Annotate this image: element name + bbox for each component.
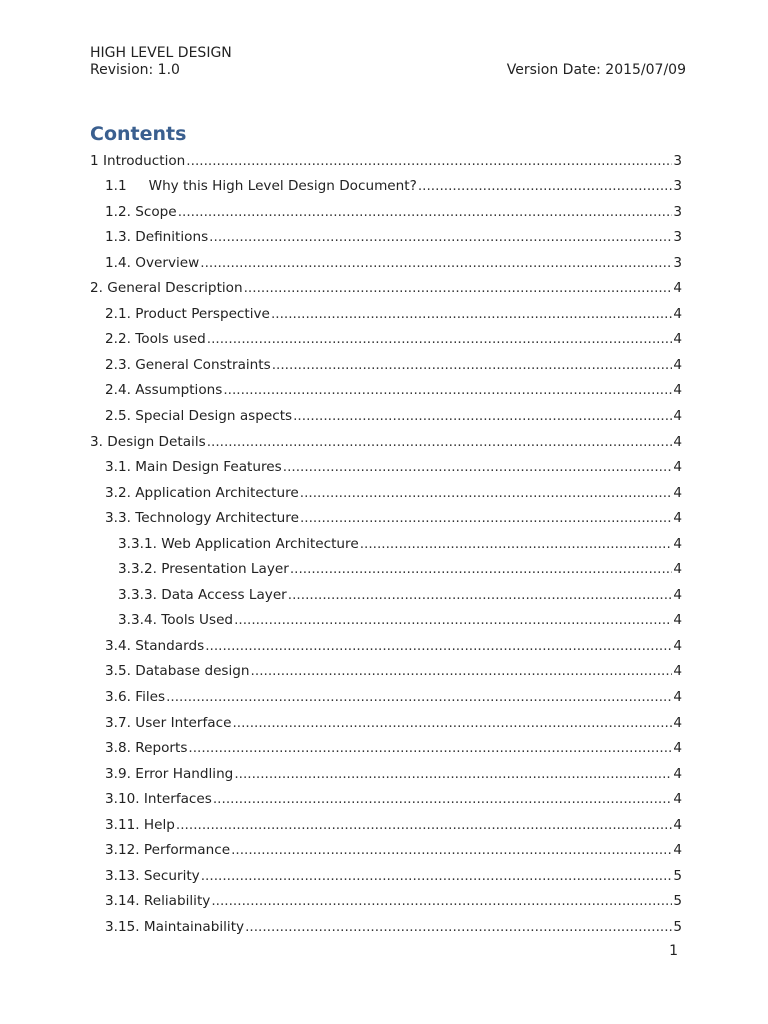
toc-entry[interactable] xyxy=(90,556,682,582)
toc-entry[interactable] xyxy=(90,683,682,709)
toc-entry-label: 3.12. Performance xyxy=(105,842,231,859)
toc-dot-leader xyxy=(186,153,672,170)
toc-entry-page: 4 xyxy=(673,433,682,450)
toc-entry[interactable] xyxy=(90,786,682,812)
toc-entry-label: 3.3.4. Tools Used xyxy=(118,612,234,629)
toc-entry[interactable] xyxy=(90,658,682,684)
toc-entry-label: 1.3. Definitions xyxy=(105,229,209,246)
toc-entry-label: 3.6. Files xyxy=(105,689,166,706)
toc-entry[interactable] xyxy=(90,326,682,352)
toc-entry-label: 3.2. Application Architecture xyxy=(105,484,299,501)
toc-entry[interactable] xyxy=(90,275,682,301)
toc-dot-leader xyxy=(245,919,672,936)
toc-entry-label: 2. General Description xyxy=(90,280,243,297)
toc-dot-leader xyxy=(176,817,672,834)
toc-dot-leader xyxy=(271,306,672,323)
toc-entry-page: 4 xyxy=(673,689,682,706)
toc-entry-title: Why this High Level Design Document? xyxy=(148,178,417,195)
toc-dot-leader xyxy=(290,561,673,578)
toc-dot-leader xyxy=(418,178,673,195)
toc-entry-label: 3.11. Help xyxy=(105,816,175,833)
toc-entry-page: 4 xyxy=(673,356,682,373)
toc-entry-page: 4 xyxy=(673,740,682,757)
toc-entry[interactable] xyxy=(90,811,682,837)
toc-entry[interactable] xyxy=(90,837,682,863)
toc-entry-page: 4 xyxy=(673,484,682,501)
toc-entry-page: 4 xyxy=(673,535,682,552)
toc-entry-label: 3.4. Standards xyxy=(105,637,205,654)
toc-entry-label: 3.8. Reports xyxy=(105,740,188,757)
toc-dot-leader xyxy=(283,459,673,476)
toc-entry-page: 4 xyxy=(673,612,682,629)
toc-entry-label: 1 Introduction xyxy=(90,152,186,169)
page-number: 1 xyxy=(669,943,678,959)
toc-dot-leader xyxy=(213,791,672,808)
header-title: HIGH LEVEL DESIGN xyxy=(90,45,232,61)
toc-dot-leader xyxy=(360,536,673,553)
document-header-meta xyxy=(90,62,686,79)
toc-entry-page: 4 xyxy=(673,765,682,782)
toc-entry-label: 3.10. Interfaces xyxy=(105,791,212,808)
toc-entry-label: 2.5. Special Design aspects xyxy=(105,408,293,425)
toc-entry[interactable] xyxy=(90,581,682,607)
toc-entry-page: 4 xyxy=(673,280,682,297)
toc-entry-page: 3 xyxy=(673,254,682,271)
toc-entry[interactable] xyxy=(90,862,682,888)
toc-entry-page: 3 xyxy=(673,178,682,195)
toc-dot-leader xyxy=(201,868,673,885)
toc-dot-leader xyxy=(178,204,673,221)
toc-entry-label: 1.2. Scope xyxy=(105,203,177,220)
toc-dot-leader xyxy=(300,510,672,527)
toc-entry-label: 3.3.2. Presentation Layer xyxy=(118,561,289,578)
toc-entry-page: 3 xyxy=(673,203,682,220)
toc-entry-label: 3.7. User Interface xyxy=(105,714,232,731)
toc-entry-page: 4 xyxy=(673,816,682,833)
toc-entry[interactable] xyxy=(90,300,682,326)
toc-dot-leader xyxy=(207,434,673,451)
toc-dot-leader xyxy=(188,740,672,757)
toc-entry[interactable] xyxy=(90,402,682,428)
toc-entry-label: 2.3. General Constraints xyxy=(105,356,271,373)
toc-entry-label: 3.13. Security xyxy=(105,867,200,884)
toc-entry-label: 3.14. Reliability xyxy=(105,893,211,910)
toc-entry-page: 3 xyxy=(673,229,682,246)
toc-entry[interactable] xyxy=(90,377,682,403)
toc-dot-leader xyxy=(251,663,673,680)
toc-entry[interactable] xyxy=(90,735,682,761)
toc-entry-page: 4 xyxy=(673,586,682,603)
header-version-date: Version Date: 2015/07/09 xyxy=(506,62,686,78)
toc-entry[interactable] xyxy=(90,198,682,224)
toc-entry-page: 4 xyxy=(673,305,682,322)
toc-entry-page: 4 xyxy=(673,714,682,731)
toc-dot-leader xyxy=(272,357,673,374)
toc-entry[interactable] xyxy=(90,530,682,556)
contents-heading: Contents xyxy=(90,123,187,145)
toc-dot-leader xyxy=(205,638,672,655)
toc-entry-label: 3.5. Database design xyxy=(105,663,250,680)
toc-dot-leader xyxy=(244,280,673,297)
toc-entry[interactable] xyxy=(90,454,682,480)
toc-entry[interactable] xyxy=(90,351,682,377)
toc-dot-leader xyxy=(234,766,672,783)
toc-entry-label: 3.9. Error Handling xyxy=(105,765,234,782)
toc-entry-page: 4 xyxy=(673,382,682,399)
toc-dot-leader xyxy=(200,255,672,272)
toc-entry-page: 5 xyxy=(673,893,682,910)
toc-entry-number: 1.1 xyxy=(105,178,127,195)
toc-entry-page: 4 xyxy=(673,459,682,476)
toc-dot-leader xyxy=(234,612,672,629)
toc-entry[interactable] xyxy=(90,760,682,786)
toc-dot-leader xyxy=(209,229,672,246)
toc-entry-page: 4 xyxy=(673,408,682,425)
toc-entry-label: 2.2. Tools used xyxy=(105,331,206,348)
toc-entry-label xyxy=(105,178,417,195)
toc-dot-leader xyxy=(293,408,672,425)
toc-entry[interactable] xyxy=(90,224,682,250)
toc-entry[interactable] xyxy=(90,913,682,939)
toc-dot-leader xyxy=(288,587,673,604)
toc-entry-page: 5 xyxy=(673,867,682,884)
toc-entry-page: 3 xyxy=(673,152,682,169)
toc-entry[interactable] xyxy=(90,428,682,454)
toc-entry[interactable] xyxy=(90,479,682,505)
toc-entry[interactable] xyxy=(90,607,682,633)
toc-entry[interactable] xyxy=(90,505,682,531)
toc-entry-page: 4 xyxy=(673,663,682,680)
toc-entry-label: 2.1. Product Perspective xyxy=(105,305,270,322)
toc-entry-label: 3.15. Maintainability xyxy=(105,918,245,935)
toc-dot-leader xyxy=(207,331,673,348)
table-of-contents xyxy=(90,147,682,939)
toc-dot-leader xyxy=(300,485,673,502)
toc-entry[interactable] xyxy=(90,632,682,658)
toc-entry-page: 4 xyxy=(673,842,682,859)
toc-entry-label: 1.4. Overview xyxy=(105,254,200,271)
toc-entry-label: 3. Design Details xyxy=(90,433,206,450)
toc-entry-page: 5 xyxy=(673,918,682,935)
toc-entry[interactable] xyxy=(90,173,682,199)
toc-dot-leader xyxy=(211,893,672,910)
toc-entry[interactable] xyxy=(90,147,682,173)
toc-entry-page: 4 xyxy=(673,510,682,527)
toc-entry-label: 3.1. Main Design Features xyxy=(105,459,282,476)
toc-entry-page: 4 xyxy=(673,637,682,654)
toc-dot-leader xyxy=(223,382,672,399)
toc-entry-page: 4 xyxy=(673,331,682,348)
toc-entry-page: 4 xyxy=(673,791,682,808)
toc-entry-label: 2.4. Assumptions xyxy=(105,382,223,399)
toc-entry[interactable] xyxy=(90,709,682,735)
toc-entry-label: 3.3. Technology Architecture xyxy=(105,510,299,527)
toc-entry-label: 3.3.3. Data Access Layer xyxy=(118,586,287,603)
toc-entry-page: 4 xyxy=(673,561,682,578)
toc-entry[interactable] xyxy=(90,888,682,914)
toc-entry-label: 3.3.1. Web Application Architecture xyxy=(118,535,359,552)
toc-dot-leader xyxy=(232,715,672,732)
header-revision: Revision: 1.0 xyxy=(90,62,180,78)
toc-dot-leader xyxy=(231,842,672,859)
document-header-title xyxy=(90,45,686,62)
toc-dot-leader xyxy=(166,689,672,706)
toc-entry[interactable] xyxy=(90,249,682,275)
